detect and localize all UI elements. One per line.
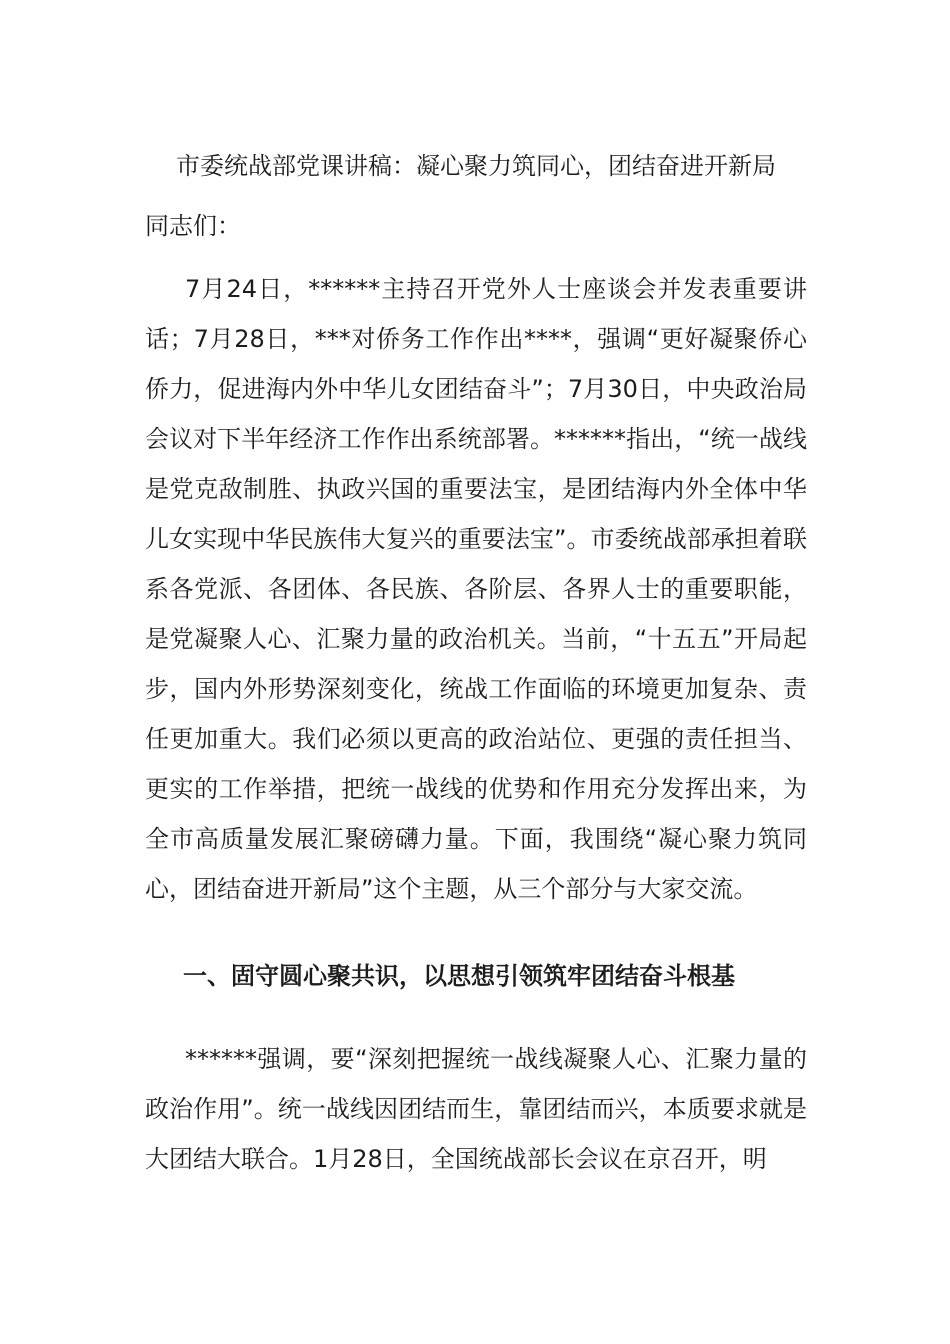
body-paragraph-intro: 7月24日，******主持召开党外人士座谈会并发表重要讲话；7月28日，***对侨务工作作出****，强调“更好凝聚侨心侨力，促进海内外中华儿女团结奋斗”；7月30日，中央政治局会议对下半年经济工作作出系统部署。******指出，“统一战线是党克敌制胜、执政兴国的重要法宝，是团结海内外全体中华儿女实现中华民族伟大复兴的重要法宝”。市委统战部承担着联系各党派、各团体、各民族、各阶层、各界人士的重要职能，是党凝聚人心、汇聚力量的政治机关。当前，“十五五”开局起步，国内外形势深刻变化，统战工作面临的环境更加复杂、责任更加重大。我们必须以更高的政治站位、更强的责任担当、更实的工作举措，把统一战线的优势和作用充分发挥出来，为全市高质量发展汇聚磅礴力量。下面，我围绕“凝心聚力筑同心，团结奋进开新局”这个主题，从三个部分与大家交流。 bbox=[145, 275, 807, 903]
salutation: 同志们： bbox=[145, 212, 241, 240]
document-title: 市委统战部党课讲稿：凝心聚力筑同心，团结奋进开新局 bbox=[176, 152, 776, 180]
section-heading-1: 一、固守圆心聚共识，以思想引领筑牢团结奋斗根基 bbox=[183, 962, 735, 990]
body-paragraph-section-1: ******强调，要“深刻把握统一战线凝聚人心、汇聚力量的政治作用”。统一战线因团结而生，靠团结而兴，本质要求就是大团结大联合。1月28日，全国统战部长会议在京召开，明 bbox=[145, 1045, 807, 1173]
